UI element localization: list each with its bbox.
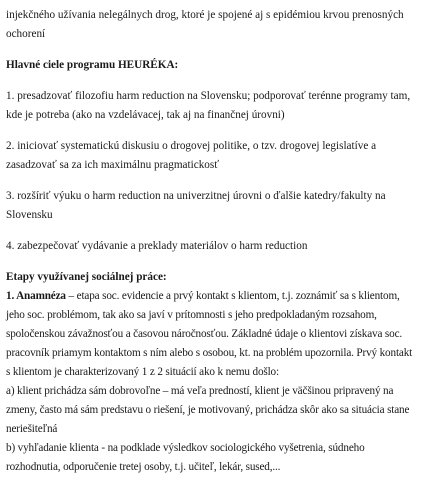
goal-item-3 (6, 187, 429, 225)
stage-line: pracovník priamym kontaktom s ním alebo s osobou, kt. na problém upozornila. Prvý kontakt (6, 347, 413, 359)
stages-heading: Etapy využívanej sociálnej práce: (6, 271, 167, 283)
stage-line: s klientom je charakterizovaný 1 z 2 situácií ako k nemu došlo: (6, 366, 279, 378)
intro-line: injekčného užívania nelegálnych drog, ktoré je spojené aj s epidémiou krvou prenosných (6, 9, 404, 21)
goal-item-4 (6, 237, 429, 256)
stage-line (6, 287, 429, 306)
goal-text: Slovensku (6, 209, 53, 221)
goal-text: zasadzovať sa za ich maximálnu pragmatickosť (6, 159, 220, 171)
goal-text: kde je potreba (ako na vzdelávacej, tak aj na finančnej úrovni) (6, 109, 285, 121)
stage-line: a) klient prichádza sám dobrovoľne – má veľa predností, klient je väčšinou pripravený na (6, 385, 394, 397)
stage-term: 1. Anamnéza (6, 290, 66, 302)
goal-text: 3. rozšíriť výuku o harm reduction na univerzitnej úrovni o ďalšie katedry/fakulty na (6, 190, 386, 202)
goals-heading: Hlavné ciele programu HEURÉKA: (6, 59, 179, 71)
goal-item-1 (6, 87, 429, 125)
goal-text: 4. zabezpečovať vydávanie a preklady materiálov o harm reduction (6, 240, 308, 252)
intro-line: ochorení (6, 28, 46, 40)
stage-anamneza (6, 287, 429, 477)
stage-line: b) vyhľadanie klienta - na podklade výsledkov sociologického vyšetrenia, súdneho (6, 442, 365, 454)
stage-line: spoločenskou závažnosťou a časovou náročnosťou. Základné údaje o klientovi získava soc. (6, 328, 403, 340)
goal-text: 2. iniciovať systematickú diskusiu o drogovej politike, o tzv. drogovej legislatíve a (6, 140, 377, 152)
stage-line: zmeny, často má sám predstavu o riešení, je motivovaný, prichádza skôr ako sa situácia stane (6, 404, 410, 416)
stage-line: jeho soc. problémom, tak ako sa javí v prítomnosti s jeho predpokladaným rozsahom, (6, 309, 377, 321)
stage-line: neriešiteľná (6, 423, 58, 435)
stage-line: rozhodnutia, odporučenie tretej osoby, t.j. učiteľ, lekár, sused,... (6, 461, 281, 473)
stage-text: – etapa soc. evidencie a prvý kontakt s klientom, t.j. zoznámiť sa s klientom, (65, 290, 400, 302)
goal-item-2 (6, 137, 429, 175)
goal-text: 1. presadzovať filozofiu harm reduction na Slovensku; podporovať terénne programy tam, (6, 90, 411, 102)
